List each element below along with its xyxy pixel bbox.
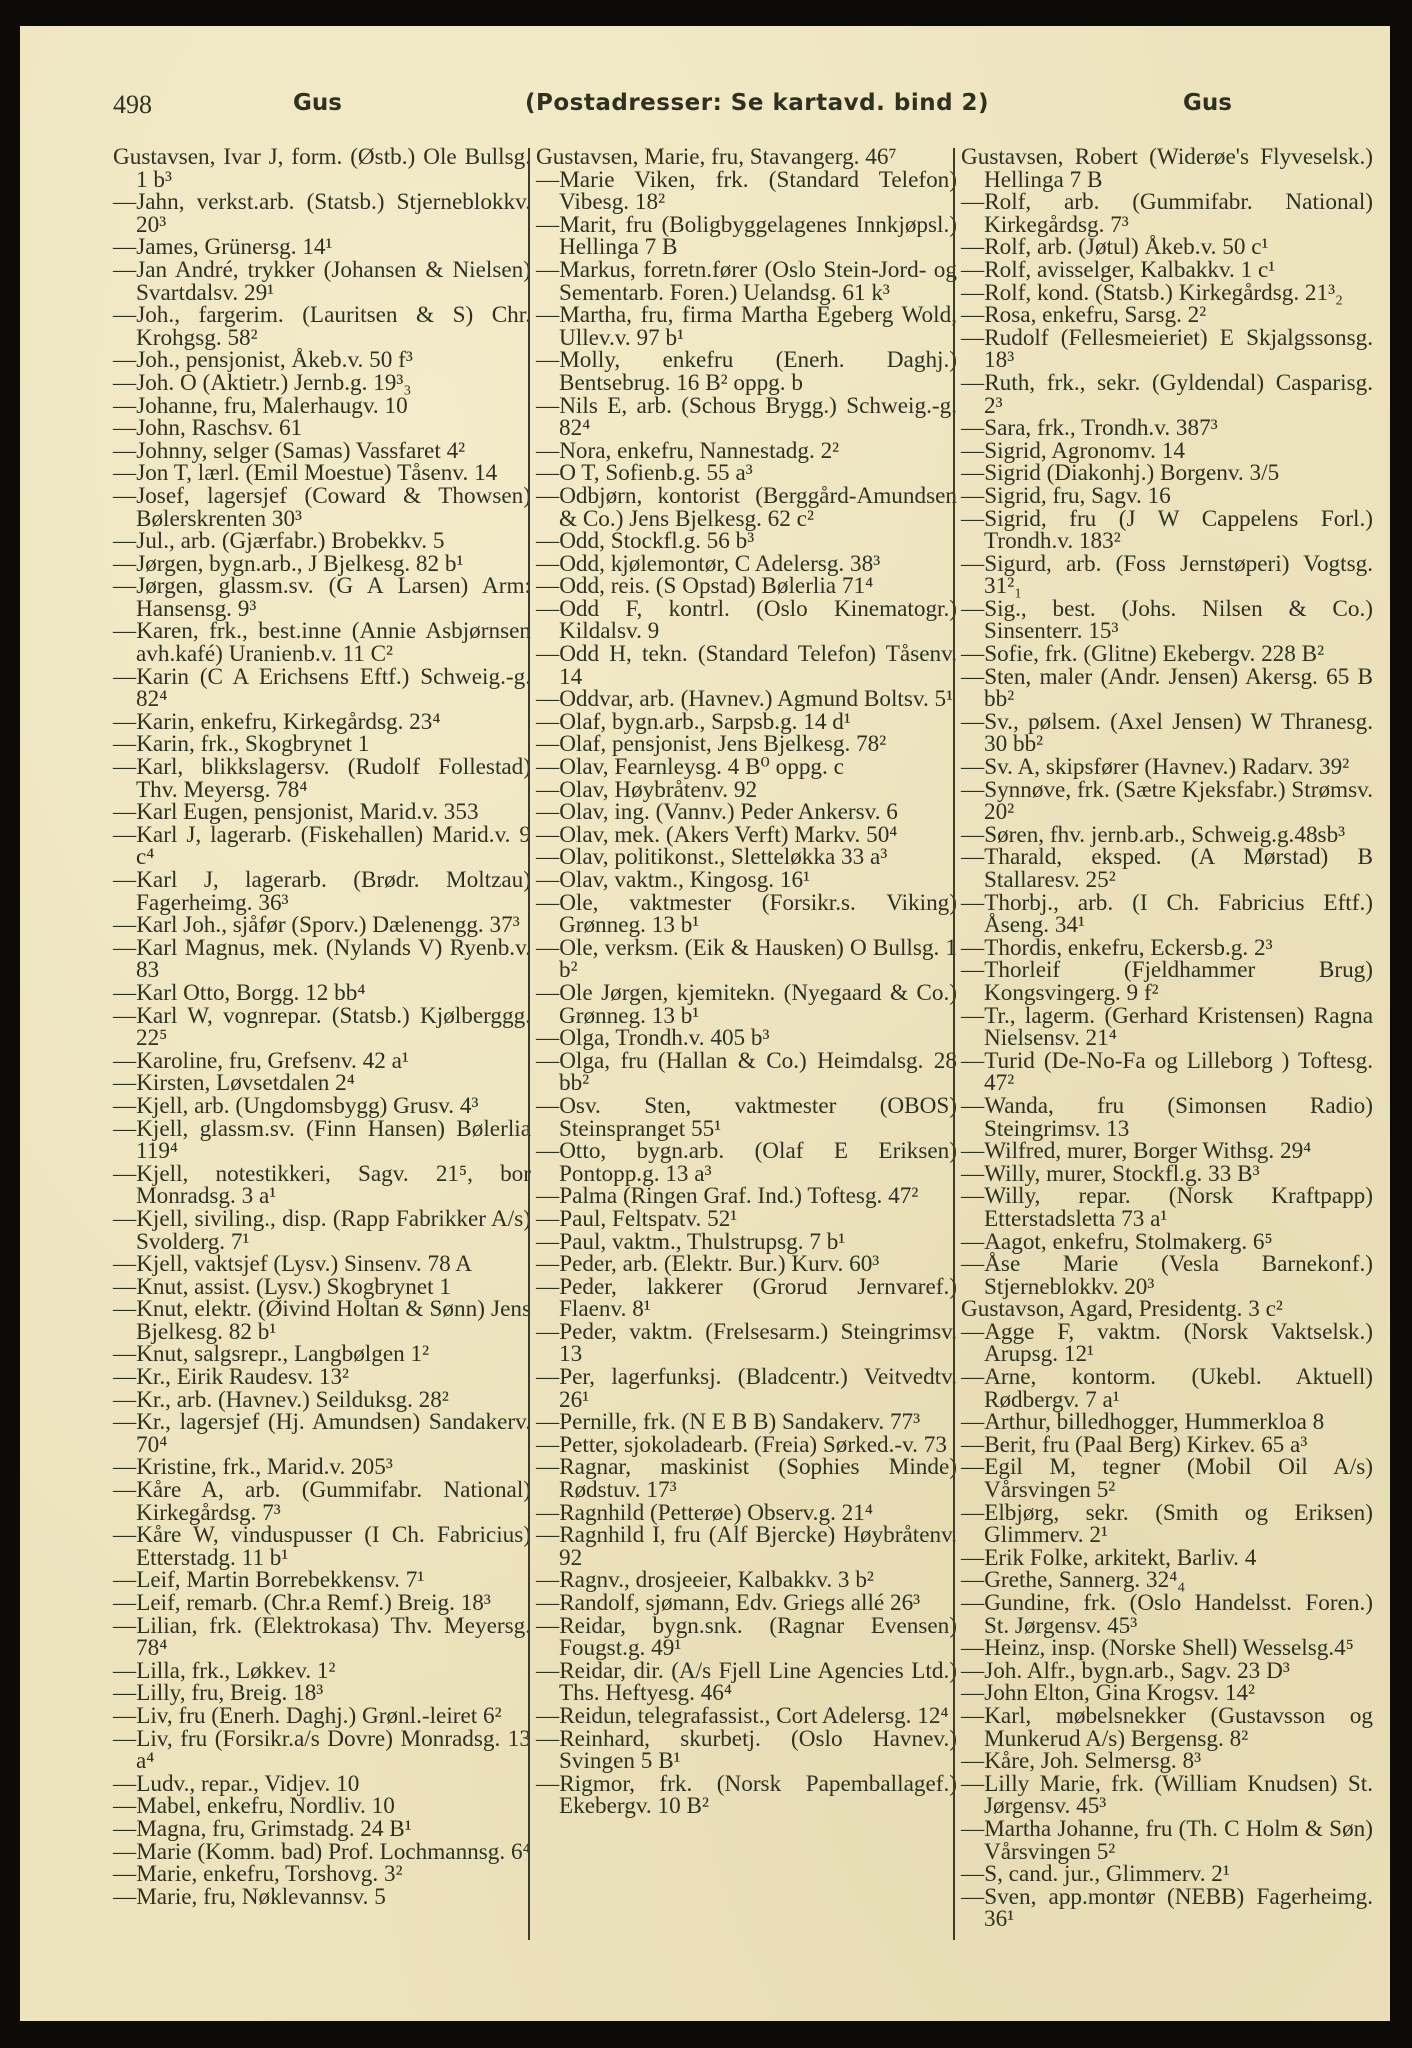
directory-entry: —Knut, assist. (Lysv.) Skogbrynet 1: [113, 1273, 451, 1300]
directory-entry: —Leif, remarb. (Chr.a Remf.) Breig. 18³: [113, 1590, 491, 1616]
directory-entry: —Palma (Ringen Graf. Ind.) Toftesg. 47²: [536, 1183, 919, 1210]
directory-entry: —Sig., best. (Johs. Nilsen & Co.) Sinsenterr. 15³: [961, 595, 1373, 645]
directory-entry: —Karl J, lagerarb. (Fiskehallen) Marid.v. 9 c⁴: [113, 821, 531, 871]
directory-entry: —Wilfred, murer, Borger Withsg. 29⁴: [961, 1138, 1312, 1165]
directory-entry: —Arne, kontorm. (Ukebl. Aktuell) Rødbergv. 7 a¹: [961, 1364, 1373, 1413]
directory-entry: —Jan André, trykker (Johansen & Nielsen) Svartdalsv. 29¹: [113, 256, 531, 306]
directory-entry: —Martha, fru, firma Martha Egeberg Wold, Ullev.v. 97 b¹: [536, 302, 957, 351]
directory-entry: —Sigrid (Diakonhj.) Borgenv. 3/5: [961, 460, 1280, 487]
directory-entry: Gustavsen, Marie, fru, Stavangerg. 46⁷: [536, 144, 897, 170]
directory-entry: —Karl, møbelsnekker (Gustavsson og Munkerud A/s) Bergensg. 8²: [961, 1702, 1373, 1752]
directory-entry: —Marie, enkefru, Torshovg. 3²: [113, 1861, 403, 1888]
column-2: [528, 144, 957, 1940]
directory-entry: —Odd H, tekn. (Standard Telefon) Tåsenv. 14: [536, 641, 957, 690]
directory-entry: —Josef, lagersjef (Coward & Thowsen) Bølerskrenten 30³: [113, 482, 531, 532]
directory-entry: —Sv. A, skipsfører (Havnev.) Radarv. 39²: [961, 754, 1350, 781]
directory-entry: —Osv. Sten, vaktmester (OBOS) Steinspranget 55¹: [536, 1092, 957, 1142]
directory-entry: —Otto, bygn.arb. (Olaf E Eriksen) Pontopp.g. 13 a³: [536, 1138, 957, 1187]
directory-entry: —Kjell, siviling., disp. (Rapp Fabrikker A/s) Svolderg. 7¹: [113, 1205, 531, 1255]
directory-entry: —Reidar, bygn.snk. (Ragnar Evensen) Fougst.g. 49¹: [536, 1612, 957, 1662]
directory-entry: —Odd F, kontrl. (Oslo Kinematogr.) Kildalsv. 9: [536, 595, 957, 645]
directory-entry: —Marit, fru (Boligbyggelagenes Innkjøpsl.) Hellinga 7 B: [536, 211, 957, 261]
directory-entry: —Olaf, bygn.arb., Sarpsb.g. 14 d¹: [536, 708, 851, 735]
directory-entry: —Johnny, selger (Samas) Vassfaret 4²: [113, 437, 466, 464]
directory-entry: —Olav, Høybråtenv. 92: [536, 776, 758, 803]
directory-entry: —Kjell, vaktsjef (Lysv.) Sinsenv. 78 A: [113, 1251, 472, 1278]
directory-entry: —Rudolf (Fellesmeieriet) E Skjalgssonsg. 18³: [961, 324, 1373, 374]
directory-entry: —Gundine, frk. (Oslo Handelsst. Foren.) St. Jørgensv. 45³: [961, 1590, 1373, 1639]
directory-entry: —Jørgen, glassm.sv. (G A Larsen) Arm: Hansensg. 9³: [113, 573, 531, 622]
directory-entry: —Reinhard, skurbetj. (Oslo Havnev.) Svingen 5 B¹: [536, 1725, 957, 1775]
directory-entry: —Karen, frk., best.inne (Annie Asbjørnsen avh.kafé) Uranienb.v. 11 C²: [113, 618, 531, 668]
directory-entry: —Ludv., repar., Vidjev. 10: [113, 1770, 360, 1797]
directory-entry: —Ole, vaktmester (Forsikr.s. Viking) Grønneg. 13 b¹: [536, 889, 957, 939]
directory-entry: —Karl Otto, Borgg. 12 bb⁴: [113, 979, 366, 1006]
directory-entry: —Kjell, arb. (Ungdomsbygg) Grusv. 4³: [113, 1092, 479, 1119]
directory-entry: —Karl, blikkslagersv. (Rudolf Follestad) Thv. Meyersg. 78⁴: [113, 754, 531, 803]
entry-list: [536, 146, 957, 1818]
directory-entry: Gustavsen, Robert (Widerøe's Flyveselsk.) Hellinga 7 B: [961, 144, 1373, 193]
center-note: (Postadresser: Se kartavd. bind 2): [525, 90, 990, 116]
directory-entry: —Odd, Stockfl.g. 56 b³: [536, 528, 755, 555]
directory-entry: —Elbjørg, sekr. (Smith og Eriksen) Glimmerv. 2¹: [961, 1499, 1373, 1549]
directory-entry: —Ragnhild (Petterøe) Observ.g. 21⁴: [536, 1499, 873, 1526]
directory-entry: —Joh., pensjonist, Åkeb.v. 50 f³: [113, 347, 413, 374]
directory-entry: —Lilly, fru, Breig. 18³: [113, 1680, 324, 1707]
directory-entry: —Rosa, enkefru, Sarsg. 2²: [961, 302, 1207, 329]
directory-entry: —Kr., arb. (Havnev.) Seilduksg. 28²: [113, 1386, 449, 1413]
directory-entry: —Pernille, frk. (N E B B) Sandakerv. 77³: [536, 1409, 921, 1436]
directory-entry: —Lilla, frk., Løkkev. 1²: [113, 1657, 336, 1684]
directory-entry: —Sigrid, fru, Sagv. 16: [961, 482, 1171, 509]
directory-entry: —Kjell, glassm.sv. (Finn Hansen) Bølerlia 119⁴: [113, 1115, 531, 1165]
directory-entry: —Tharald, eksped. (A Mørstad) B Stallaresv. 25²: [961, 844, 1373, 893]
left-running-head: Gus: [293, 90, 342, 116]
directory-entry: —Egil M, tegner (Mobil Oil A/s) Vårsvingen 5²: [961, 1454, 1373, 1504]
directory-entry: —Kr., Eirik Raudesv. 13²: [113, 1364, 350, 1391]
directory-entry: —Olav, ing. (Vannv.) Peder Ankersv. 6: [536, 799, 898, 826]
directory-entry: —Olav, mek. (Akers Verft) Markv. 50⁴: [536, 821, 898, 848]
directory-entry: —Tr., lagerm. (Gerhard Kristensen) Ragna Nielsensv. 21⁴: [961, 1002, 1373, 1052]
directory-entry: —John Elton, Gina Krogsv. 14²: [961, 1680, 1255, 1707]
directory-entry: —Kr., lagersjef (Hj. Amundsen) Sandakerv. 70⁴: [113, 1409, 531, 1458]
directory-entry: —Markus, forretn.fører (Oslo Stein-Jord- og Sementarb. Foren.) Uelandsg. 61 k³: [536, 256, 957, 306]
directory-entry: —Paul, Feltspatv. 52¹: [536, 1205, 738, 1232]
directory-entry: —Ragnv., drosjeeier, Kalbakkv. 3 b²: [536, 1567, 874, 1594]
directory-entry: —Magna, fru, Grimstadg. 24 B¹: [113, 1815, 412, 1842]
directory-entry: —Karin, frk., Skogbrynet 1: [113, 731, 370, 758]
directory-entry: —Joh. Alfr., bygn.arb., Sagv. 23 D³: [961, 1657, 1290, 1684]
directory-entry: —Peder, arb. (Elektr. Bur.) Kurv. 60³: [536, 1251, 880, 1278]
directory-entry: —Sven, app.montør (NEBB) Fagerheimg. 36¹: [961, 1883, 1373, 1933]
directory-entry: —Karin (C A Erichsens Eftf.) Schweig.-g. 82⁴: [113, 663, 531, 713]
directory-entry: —Olga, fru (Hallan & Co.) Heimdalsg. 28 bb²: [536, 1047, 957, 1097]
directory-entry: —Molly, enkefru (Enerh. Daghj.) Bentsebrug. 16 B² oppg. b: [536, 347, 957, 396]
entry-list: [961, 146, 1373, 1931]
directory-entry: —Paul, vaktm., Thulstrupsg. 7 b¹: [536, 1228, 846, 1255]
directory-entry: —Rolf, arb. (Jøtul) Åkeb.v. 50 c¹: [961, 234, 1269, 261]
directory-entry: —Berit, fru (Paal Berg) Kirkev. 65 a³: [961, 1431, 1308, 1458]
directory-entry: —Aagot, enkefru, Stolmakerg. 6⁵: [961, 1228, 1273, 1255]
directory-entry: —Marie Viken, frk. (Standard Telefon) Vibesg. 18²: [536, 166, 957, 216]
directory-entry: —Reidun, telegrafassist., Cort Adelersg. 12⁴: [536, 1702, 949, 1729]
directory-entry: —Ole, verksm. (Eik & Hausken) O Bullsg. 1 b²: [536, 934, 957, 984]
directory-entry: —Karl Magnus, mek. (Nylands V) Ryenb.v. 83: [113, 934, 531, 984]
directory-entry: —Sigrid, fru (J W Cappelens Forl.) Trondh.v. 183²: [961, 505, 1373, 555]
directory-entry: —Olav, vaktm., Kingosg. 16¹: [536, 867, 811, 893]
directory-entry: —Mabel, enkefru, Nordliv. 10: [113, 1793, 395, 1820]
directory-entry: —Marie (Komm. bad) Prof. Lochmannsg. 6⁴: [113, 1838, 531, 1865]
directory-entry: —Kjell, notestikkeri, Sagv. 21⁵, bor Monradsg. 3 a¹: [113, 1160, 531, 1210]
directory-entry: —Peder, lakkerer (Grorud Jernvaref.) Flaenv. 8¹: [536, 1273, 957, 1323]
directory-entry: —Sigurd, arb. (Foss Jernstøperi) Vogtsg. 31²₁: [961, 550, 1373, 600]
directory-entry: —Arthur, billedhogger, Hummerkloa 8: [961, 1409, 1325, 1436]
column-3: [953, 144, 1373, 1940]
directory-entry: —Ole Jørgen, kjemitekn. (Nyegaard & Co.) Grønneg. 13 b¹: [536, 979, 957, 1029]
directory-entry: —Sara, frk., Trondh.v. 387³: [961, 415, 1218, 442]
directory-entry: —Søren, fhv. jernb.arb., Schweig.g.48sb³: [961, 821, 1346, 848]
directory-entry: —Kristine, frk., Marid.v. 205³: [113, 1454, 393, 1481]
directory-entry: —Erik Folke, arkitekt, Barliv. 4: [961, 1544, 1257, 1571]
directory-entry: —Synnøve, frk. (Sætre Kjeksfabr.) Strømsv. 20²: [961, 776, 1373, 826]
directory-entry: —Rolf, kond. (Statsb.) Kirkegårdsg. 21³₂: [961, 279, 1344, 306]
directory-entry: —Grethe, Sannerg. 32⁴₄: [961, 1567, 1186, 1594]
directory-entry: —Wanda, fru (Simonsen Radio) Steingrimsv. 13: [961, 1092, 1373, 1142]
directory-entry: —Kirsten, Løvsetdalen 2⁴: [113, 1070, 355, 1097]
directory-entry: —Rolf, avisselger, Kalbakkv. 1 c¹: [961, 256, 1276, 283]
directory-entry: —Oddvar, arb. (Havnev.) Agmund Boltsv. 5¹: [536, 686, 954, 713]
directory-entry: —Liv, fru (Forsikr.a/s Dovre) Monradsg. 13 a⁴: [113, 1725, 531, 1775]
directory-entry: —Heinz, insp. (Norske Shell) Wesselsg.4⁵: [961, 1635, 1354, 1662]
directory-entry: —Joh., fargerim. (Lauritsen & S) Chr. Krohgsg. 58²: [113, 302, 531, 351]
directory-entry: —Sten, maler (Andr. Jensen) Akersg. 65 B bb²: [961, 663, 1373, 713]
directory-entry: —Olga, Trondh.v. 405 b³: [536, 1025, 770, 1052]
right-running-head: Gus: [1183, 90, 1232, 116]
directory-page: [20, 26, 1390, 2021]
directory-entry: —Jørgen, bygn.arb., J Bjelkesg. 82 b¹: [113, 550, 464, 577]
column-1: [113, 146, 531, 1908]
entry-list: [113, 146, 531, 1908]
directory-entry: —O T, Sofienb.g. 55 a³: [536, 460, 753, 487]
directory-entry: —Thorbj., arb. (I Ch. Fabricius Eftf.) Åseng. 34¹: [961, 889, 1373, 939]
directory-entry: —Peder, vaktm. (Frelsesarm.) Steingrimsv. 13: [536, 1318, 957, 1368]
directory-entry: —Olav, Fearnleysg. 4 B⁰ oppg. c: [536, 754, 844, 781]
directory-entry: —Johanne, fru, Malerhaugv. 10: [113, 392, 408, 419]
directory-entry: —Liv, fru (Enerh. Daghj.) Grønl.-leiret 6²: [113, 1702, 502, 1729]
directory-entry: —Lilly Marie, frk. (William Knudsen) St. Jørgensv. 45³: [961, 1770, 1373, 1820]
directory-entry: —Åse Marie (Vesla Barnekonf.) Stjerneblokkv. 20³: [961, 1251, 1373, 1300]
directory-entry: —Nora, enkefru, Nannestadg. 2²: [536, 437, 840, 464]
directory-entry: —Leif, Martin Borrebekkensv. 7¹: [113, 1567, 425, 1594]
directory-entry: —Karin, enkefru, Kirkegårdsg. 23⁴: [113, 708, 441, 735]
directory-entry: —Odbjørn, kontorist (Berggård-Amundsen & Co.) Jens Bjelkesg. 62 c²: [536, 482, 957, 532]
directory-entry: —Olav, politikonst., Sletteløkka 33 a³: [536, 844, 888, 871]
directory-entry: —Jul., arb. (Gjærfabr.) Brobekkv. 5: [113, 528, 445, 555]
directory-entry: —Odd, reis. (S Opstad) Bølerlia 71⁴: [536, 573, 874, 600]
directory-entry: —Odd, kjølemontør, C Adelersg. 38³: [536, 550, 881, 577]
directory-entry: —Sv., pølsem. (Axel Jensen) W Thranesg. 30 bb²: [961, 708, 1373, 758]
directory-entry: —Ragnar, maskinist (Sophies Minde) Rødstuv. 17³: [536, 1454, 957, 1504]
directory-entry: —Per, lagerfunksj. (Bladcentr.) Veitvedtv. 26¹: [536, 1364, 957, 1413]
directory-entry: —Joh. O (Aktietr.) Jernb.g. 19³₃: [113, 369, 412, 396]
directory-entry: —Willy, murer, Stockfl.g. 33 B³: [961, 1160, 1260, 1187]
directory-entry: —Rolf, arb. (Gummifabr. National) Kirkegårdsg. 7³: [961, 189, 1373, 238]
directory-entry: —Kåre A, arb. (Gummifabr. National) Kirkegårdsg. 7³: [113, 1477, 531, 1526]
directory-entry: —Petter, sjokoladearb. (Freia) Sørked.-v. 73: [536, 1431, 947, 1458]
directory-entry: —Karl Joh., sjåfør (Sporv.) Dælenengg. 37³: [113, 912, 520, 939]
directory-entry: —Karl W, vognrepar. (Statsb.) Kjølberggg. 22⁵: [113, 1002, 531, 1052]
directory-entry: —Kåre, Joh. Selmersg. 8³: [961, 1748, 1202, 1775]
directory-entry: —Rigmor, frk. (Norsk Papemballagef.) Ekebergv. 10 B²: [536, 1770, 957, 1820]
directory-entry: —S, cand. jur., Glimmerv. 2¹: [961, 1861, 1230, 1888]
directory-entry: —Sofie, frk. (Glitne) Ekebergv. 228 B²: [961, 641, 1325, 668]
directory-entry: —Marie, fru, Nøklevannsv. 5: [113, 1883, 386, 1910]
directory-entry: —Knut, salgsrepr., Langbølgen 1²: [113, 1341, 430, 1368]
directory-entry: —Karoline, fru, Grefsenv. 42 a¹: [113, 1047, 409, 1074]
directory-entry: —Randolf, sjømann, Edv. Griegs allé 26³: [536, 1590, 921, 1616]
directory-entry: —Thordis, enkefru, Eckersb.g. 2³: [961, 934, 1273, 961]
directory-entry: —Ruth, frk., sekr. (Gyldendal) Casparisg. 2³: [961, 369, 1373, 419]
directory-entry: —Sigrid, Agronomv. 14: [961, 437, 1185, 464]
page-number: 498: [113, 90, 152, 119]
directory-entry: —Jahn, verkst.arb. (Statsb.) Stjerneblokkv. 20³: [113, 189, 531, 238]
page-header: [113, 90, 1328, 130]
directory-entry: —Ragnhild I, fru (Alf Bjercke) Høybråtenv. 92: [536, 1522, 957, 1571]
directory-entry: —Turid (De-No-Fa og Lilleborg ) Toftesg. 47²: [961, 1047, 1373, 1097]
directory-entry: —John, Raschsv. 61: [113, 415, 303, 442]
directory-entry: —Lilian, frk. (Elektrokasa) Thv. Meyersg. 78⁴: [113, 1612, 531, 1662]
directory-entry: —Willy, repar. (Norsk Kraftpapp) Etterstadsletta 73 a¹: [961, 1183, 1373, 1232]
directory-entry: —Jon T, lærl. (Emil Moestue) Tåsenv. 14: [113, 460, 498, 487]
directory-entry: —Nils E, arb. (Schous Brygg.) Schweig.-g. 82⁴: [536, 392, 957, 442]
directory-entry: —Karl J, lagerarb. (Brødr. Moltzau) Fagerheimg. 36³: [113, 867, 531, 916]
directory-entry: —Martha Johanne, fru (Th. C Holm & Søn) Vårsvingen 5²: [961, 1815, 1373, 1865]
directory-entry: —Agge F, vaktm. (Norsk Vaktselsk.) Arupsg. 12¹: [961, 1318, 1373, 1368]
directory-entry: —James, Grünersg. 14¹: [113, 234, 333, 261]
directory-entry: —Olaf, pensjonist, Jens Bjelkesg. 78²: [536, 731, 887, 758]
directory-entry: —Knut, elektr. (Øivind Holtan & Sønn) Jens Bjelkesg. 82 b¹: [113, 1296, 531, 1345]
directory-entry: Gustavsen, Ivar J, form. (Østb.) Ole Bullsg. 1 b³: [113, 144, 531, 193]
directory-entry: Gustavson, Agard, Presidentg. 3 c²: [961, 1296, 1283, 1323]
directory-entry: —Kåre W, vinduspusser (I Ch. Fabricius) Etterstadg. 11 b¹: [113, 1522, 531, 1571]
directory-entry: —Karl Eugen, pensjonist, Marid.v. 353: [113, 799, 479, 826]
directory-entry: —Thorleif (Fjeldhammer Brug) Kongsvingerg. 9 f²: [961, 957, 1373, 1006]
directory-entry: —Reidar, dir. (A/s Fjell Line Agencies Ltd.) Ths. Heftyesg. 46⁴: [536, 1657, 957, 1707]
